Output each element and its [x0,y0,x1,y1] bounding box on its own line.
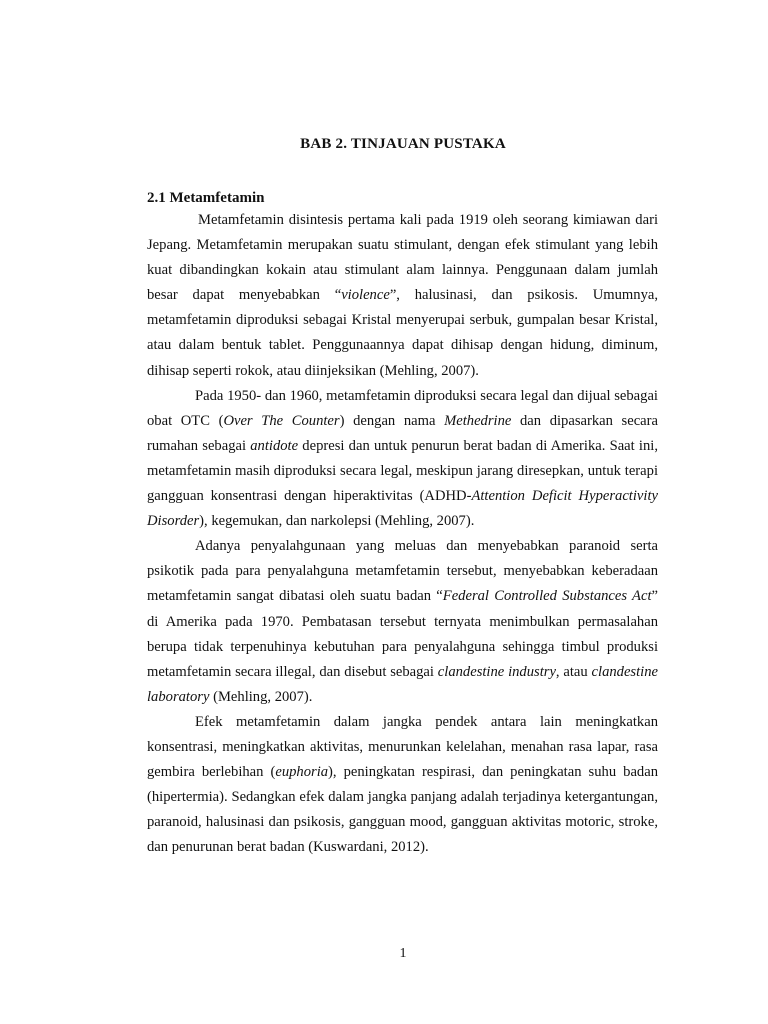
text-run: dan dipasarkan secara rumahan sebagai [147,412,658,454]
text-run: Efek metamfetamin dalam jangka pendek antara lain meningkatkan konsentrasi, meningkatkan aktivitas, menurunkan kelelahan, menahan rasa lapar, rasa gembira berlebihan ( [147,713,658,781]
text-run: depresi dan untuk penurun berat badan di Amerika. Saat ini, metamfetamin masih diproduksi secara legal, meskipun jarang diresepkan, untuk terapi gangguan konsentrasi dengan hiperaktivitas (ADHD- [147,437,658,505]
italic-term: Attention Deficit Hyperactivity Disorder [147,488,658,530]
text-run: ), peningkatan respirasi, dan peningkatan suhu badan (hipertermia). Sedangkan efek dalam jangka panjang adalah terjadinya ketergantungan, paranoid, halusinasi dan psikosis, gangguan mood, gangguan aktivitas motoric, stroke, dan penurunan berat badan (Kuswardani, 2012). [147,764,658,856]
text-run: ), kegemukan, dan narkolepsi (Mehling, 2007). [199,513,475,530]
page-number: 1 [399,946,407,961]
italic-term: clandestine laboratory [147,663,658,705]
italic-term: Federal Controlled Substances Act [442,588,652,605]
paragraph-2 [147,384,658,535]
italic-term: antidote [250,437,299,454]
paragraph-3 [147,534,658,710]
text-run: ” di Amerika pada 1970. Pembatasan tersebut ternyata menimbulkan permasalahan berupa tidak terpenuhinya kebutuhan para penyalahguna sehingga timbul produksi metamfetamin secara illegal, dan disebut sebagai [147,588,658,680]
text-run: ) dengan nama [339,412,445,429]
italic-term: euphoria [275,764,329,781]
body-text [147,208,658,860]
paragraph-1 [147,208,658,384]
text-run: Pada 1950- dan 1960, metamfetamin diproduksi secara legal dan dijual sebagai obat OTC ( [147,387,658,429]
text-run: Adanya penyalahgunaan yang meluas dan menyebabkan paranoid serta psikotik pada para penyalahguna metamfetamin tersebut, menyebabkan keberadaan metamfetamin sangat dibatasi oleh suatu badan “ [147,538,658,605]
text-run: ”, halusinasi, dan psikosis. Umumnya, metamfetamin diproduksi sebagai Kristal menyerupai serbuk, gumpalan besar Kristal, atau dalam bentuk tablet. Penggunaannya dapat dihisap dengan hidung, diminum, dihisap seperti rokok, atau diinjeksikan (Mehling, 2007). [147,287,658,379]
text-run: (Mehling, 2007). [209,688,313,705]
text-run: , atau [555,663,592,680]
text-run: Metamfetamin disintesis pertama kali pada 1919 oleh seorang kimiawan dari Jepang. Metamfetamin merupakan suatu stimulant, dengan efek stimulant yang lebih kuat dibandingkan kokain atau stimulant alam lainnya. Penggunaan dalam jumlah besar dapat menyebabkan “ [147,212,658,304]
section-heading: 2.1 Metamfetamin [147,190,265,206]
italic-term: Over The Counter [223,412,340,429]
paragraph-4 [147,710,658,861]
italic-term: violence [341,287,390,304]
italic-term: clandestine industry [437,663,556,680]
italic-term: Methedrine [444,412,512,429]
chapter-title: BAB 2. TINJAUAN PUSTAKA [300,136,506,152]
